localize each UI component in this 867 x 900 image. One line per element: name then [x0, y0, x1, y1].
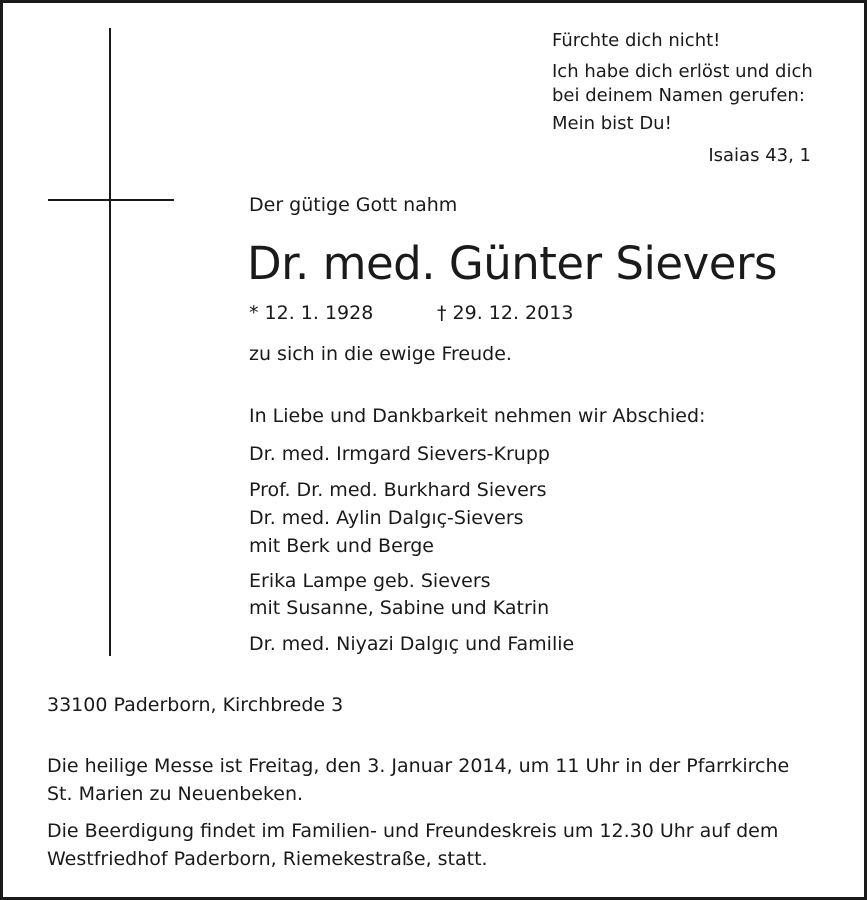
notice-line: Westfriedhof Paderborn, Riemekestraße, statt. — [47, 848, 488, 870]
verse-line: Ich habe dich erlöst und dich — [552, 61, 813, 82]
death-date: † 29. 12. 2013 — [437, 302, 574, 324]
deceased-name: Dr. med. Günter Sievers — [247, 237, 777, 290]
verse-line: Fürchte dich nicht! — [552, 30, 721, 51]
verse-reference: Isaias 43, 1 — [708, 145, 811, 166]
address-text: 33100 Paderborn, Kirchbrede 3 — [47, 694, 344, 716]
verse-line: bei deinem Namen gerufen: — [552, 85, 805, 106]
notice-line: Die heilige Messe ist Freitag, den 3. Januar 2014, um 11 Uhr in der Pfarrkirche — [47, 755, 790, 777]
farewell-text: In Liebe und Dankbarkeit nehmen wir Abschied: — [249, 405, 706, 427]
notice-line: St. Marien zu Neuenbeken. — [47, 783, 304, 805]
outro-text: zu sich in die ewige Freude. — [249, 343, 512, 365]
mourner-line: Prof. Dr. med. Burkhard Sievers — [249, 479, 547, 501]
mourner-line: mit Susanne, Sabine und Katrin — [249, 597, 550, 619]
birth-date: * 12. 1. 1928 — [249, 302, 374, 324]
mourner-line: Dr. med. Aylin Dalgıç-Sievers — [249, 507, 524, 529]
verse-line: Mein bist Du! — [552, 113, 672, 134]
intro-text: Der gütige Gott nahm — [249, 194, 458, 216]
cross-vertical-beam — [109, 28, 111, 656]
mourner-line: Erika Lampe geb. Sievers — [249, 570, 491, 592]
mourner-line: mit Berk und Berge — [249, 535, 434, 557]
notice-line: Die Beerdigung findet im Familien- und Freundeskreis um 12.30 Uhr auf dem — [47, 820, 779, 842]
mourner-line: Dr. med. Niyazi Dalgıç und Familie — [249, 633, 575, 655]
mourner-line: Dr. med. Irmgard Sievers-Krupp — [249, 443, 550, 465]
cross-horizontal-beam — [48, 199, 174, 201]
